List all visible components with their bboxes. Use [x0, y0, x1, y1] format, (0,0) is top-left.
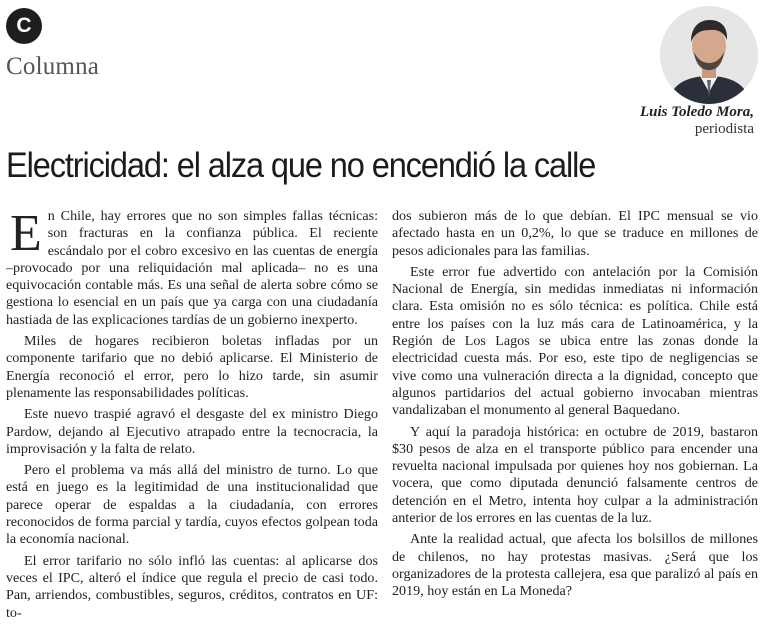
section-label: Columna	[6, 53, 100, 80]
author-photo	[660, 6, 758, 104]
article-headline: Electricidad: el alza que no encendió la calle	[6, 146, 596, 185]
paragraph: Este error fue advertido con antelación por la Comisión Nacional de Energía, sin medidas inmediatas ni información clara. Esta omisión no es sólo técnica: es política. Chile está entre los países con la luz más cara de Latinoamérica, y la Región de Los Lagos se ubica entre las zonas donde la electricidad cuesta más. Por eso, este tipo de negligencias se vive como una vulneración directa a la dignidad, concepto que algunos partidarios del actual gobierno invocaban mientras vandalizaban el monumento al general Baquedano.	[392, 263, 758, 419]
paragraph: Miles de hogares recibieron boletas infladas por un componente tarifario que no debió aplicarse. El Ministerio de Energía reconoció el error, pero lo hizo tarde, sin asumir plenamente las responsabilidades políticas.	[6, 333, 378, 401]
paragraph	[6, 205, 378, 329]
author-role: periodista	[694, 121, 754, 137]
badge-letter: C	[16, 14, 32, 37]
paragraph: El error tarifario no sólo infló las cuentas: al aplicarse dos veces el IPC, alteró el índice que regula el precio de casi todo. Pan, arriendos, combustibles, seguros, créditos, contratos en UF: to-	[6, 552, 378, 621]
paragraph: Ante la realidad actual, que afecta los bolsillos de millones de chilenos, no hay protestas masivas. ¿Será que los organizadores de la protesta callejera, esa que paralizó al país en 2019, hoy están en La Moneda?	[392, 531, 758, 600]
author-portrait-icon	[660, 6, 758, 104]
article-column-left	[6, 205, 378, 626]
author-byline	[640, 104, 754, 138]
paragraph: Y aquí la paradoja histórica: en octubre de 2019, bastaron $30 pesos de alza en el transporte público para encender una revuelta nacional impulsada por quienes hoy nos gobiernan. La vocera, que como diputada denunció falsamente centros de detención en el Metro, intenta hoy culpar a la administración anterior de los errores en las cuentas de la luz.	[392, 423, 758, 527]
paragraph: Pero el problema va más allá del ministro de turno. Lo que está en juego es la legitimidad de una institucionalidad que parece operar de espaldas a la ciudadanía, con errores reconocidos de forma parcial y tardía, cuyos efectos golpean toda la economía nacional.	[6, 462, 378, 548]
column-badge	[6, 8, 42, 44]
paragraph: dos subieron más de lo que debían. El IPC mensual se vio afectado hasta en un 0,2%, lo que se traduce en millones de pesos adicionales para las familias.	[392, 208, 758, 259]
article-column-right	[392, 208, 758, 605]
author-name: Luis Toledo Mora,	[639, 104, 754, 120]
paragraph-text: n Chile, hay errores que no son simples fallas técnicas: son fracturas en la confianza pública. El reciente escándalo por el cobro excesivo en las cuentas de energía –provocado por una reliquidación mal aplicada– no es una equivocación contable más. Es una señal de alerta sobre cómo se gestiona lo esencial en un país que ya carga con una ciudadanía hastiada de las explicaciones tardías de un gobierno inexperto.	[6, 208, 378, 328]
drop-cap: E	[10, 205, 42, 262]
paragraph: Este nuevo traspié agravó el desgaste del ex ministro Diego Pardow, dejando al Ejecutivo atrapado entre la tecnocracia, la improvisación y la falta de relato.	[6, 406, 378, 457]
